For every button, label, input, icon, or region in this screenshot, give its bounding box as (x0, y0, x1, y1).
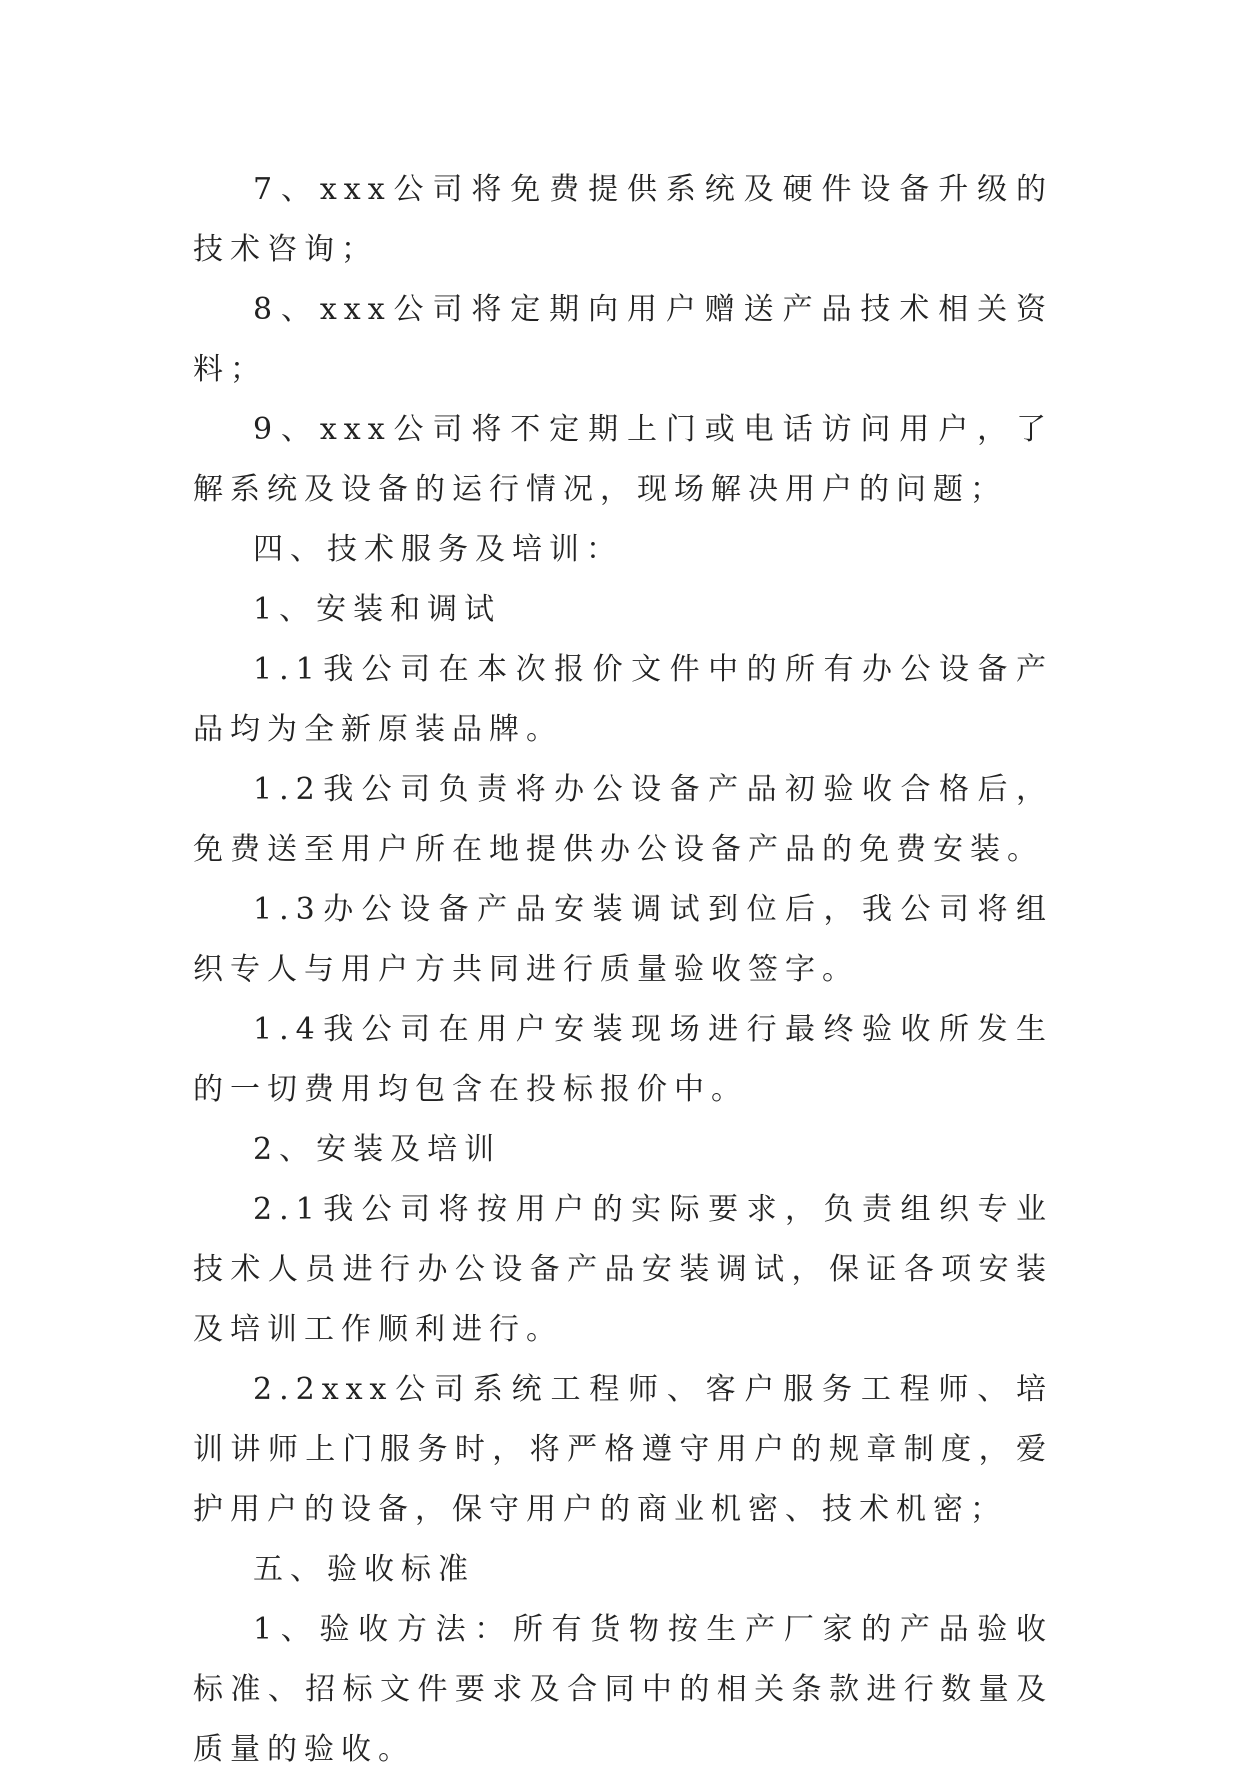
paragraph-7-tech-consulting: 7、xxx公司将免费提供系统及硬件设备升级的技术咨询； (193, 172, 1053, 267)
section-heading-tech-service: 四、技术服务及培训： (253, 532, 623, 567)
subheading-install-debug: 1、安装和调试 (253, 592, 502, 627)
paragraph-1-3: 1.3办公设备产品安装调试到位后，我公司将组织专人与用户方共同进行质量验收签字。 (193, 892, 1053, 987)
paragraph-1-2: 1.2我公司负责将办公设备产品初验收合格后，免费送至用户所在地提供办公设备产品的免费安装。 (193, 772, 1053, 867)
paragraph-1-1: 1.1我公司在本次报价文件中的所有办公设备产品均为全新原装品牌。 (193, 652, 1053, 747)
paragraph-2-1: 2.1我公司将按用户的实际要求，负责组织专业技术人员进行办公设备产品安装调试，保证各项安装及培训工作顺利进行。 (193, 1192, 1053, 1347)
document-body (193, 160, 1053, 1780)
paragraph-2-2: 2.2xxx公司系统工程师、客户服务工程师、培训讲师上门服务时，将严格遵守用户的规章制度，爱护用户的设备，保守用户的商业机密、技术机密； (193, 1372, 1053, 1527)
section-heading-acceptance: 五、验收标准 (253, 1552, 475, 1587)
paragraph-8-product-materials: 8、xxx公司将定期向用户赠送产品技术相关资料； (193, 292, 1053, 387)
paragraph-acceptance-method: 1、验收方法：所有货物按生产厂家的产品验收标准、招标文件要求及合同中的相关条款进行数量及质量的验收。 (193, 1612, 1053, 1767)
subheading-install-training: 2、安装及培训 (253, 1132, 502, 1167)
paragraph-9-user-visits: 9、xxx公司将不定期上门或电话访问用户，了解系统及设备的运行情况，现场解决用户的问题； (193, 412, 1053, 507)
paragraph-1-4: 1.4我公司在用户安装现场进行最终验收所发生的一切费用均包含在投标报价中。 (193, 1012, 1053, 1107)
